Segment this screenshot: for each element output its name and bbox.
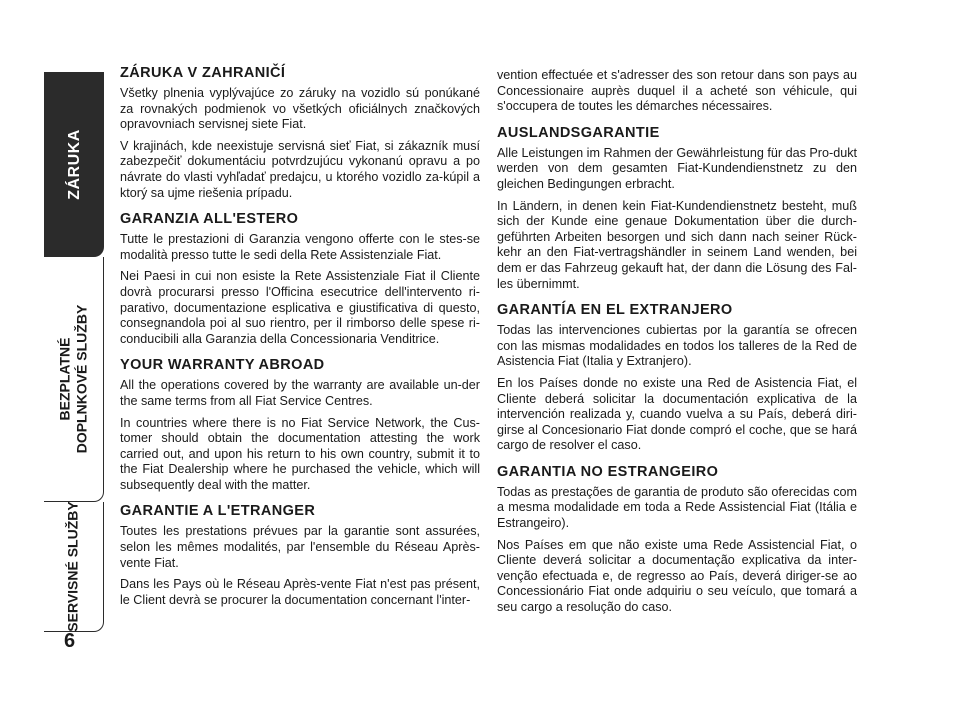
left-column: [120, 65, 480, 614]
paragraph-sk-2: V krajinách, kde neexistuje servisná sieť Fiat, si zákazník musí zabezpečiť dokumentáciu potvrdzujúcu vykonanú opravu a po návrate do vlasti vyhľadať predajcu, u ktorého vozidlo za-kúpil a ktorý sa ujme riešenia prípadu.: [120, 138, 480, 200]
tab-bezplatne-label: [57, 305, 91, 454]
tab-bezplatne-doplnkove-sluzby[interactable]: [44, 257, 104, 502]
tab-zaruka[interactable]: [44, 72, 104, 257]
heading-pt: GARANTIA NO ESTRANGEIRO: [497, 463, 719, 480]
paragraph-en-2: In countries where there is no Fiat Service Network, the Cus-tomer should obtain the documentation attesting the work carried out, and upon his return to his own country, submit it to the Fiat Dealership where he purchased the vehicle, which will subsequently deal with the matter.: [120, 415, 480, 492]
paragraph-de-1: Alle Leistungen im Rahmen der Gewährleistung für das Pro-dukt werden von dem gesamten Fiat-Kundendienstnetz zu den gleichen Bedingungen erbracht.: [497, 145, 857, 191]
tab-servisne-label: SERVISNÉ SLUŽBY: [65, 501, 81, 632]
tab-zaruka-label: ZÁRUKA: [65, 129, 83, 200]
paragraph-fr-2: Dans les Pays où le Réseau Après-vente Fiat n'est pas présent, le Client devrà se procurer la documentation concernant l'inter-: [120, 577, 480, 607]
page-number: 6: [64, 630, 76, 652]
tab-bezplatne-line1: BEZPLATNÉ: [56, 337, 73, 421]
paragraph-es-1: Todas las intervenciones cubiertas por la garantía se ofrecen con las mismas modalidades en todos los talleres de la Red de Asistencia Fiat (Italia y Extranjero).: [497, 323, 857, 369]
paragraph-fr-continued: vention effectuée et s'adresser des son retour dans son pays au Concessionaire auprès duquel il a acheté son véhicule, qui s'occupera de toutes les démarches nécessaires.: [497, 68, 857, 114]
heading-it: GARANZIA ALL'ESTERO: [120, 211, 299, 228]
heading-de: AUSLANDSGARANTIE: [497, 124, 660, 141]
paragraph-pt-2: Nos Países em que não existe uma Rede Assistencial Fiat, o Cliente deverá solicitar a documentação explicativa da inter-venção efectuada e, de regresso ao País, deverá diriger-se ao Concessionário Fiat onde adquiriu o seu veículo, que tomará a seu cargo a resolução do caso.: [497, 537, 857, 615]
heading-en: YOUR WARRANTY ABROAD: [120, 357, 325, 374]
paragraph-fr-1: Toutes les prestations prévues par la garantie sont assurées, selon les mêmes modalités, par l'ensemble du Réseau Après-vente Fiat.: [120, 524, 480, 570]
paragraph-pt-1: Todas as prestações de garantia de produto são oferecidas com a mesma modalidade em toda a Rede Assistencial Fiat (Itália e Estrangeiro).: [497, 484, 857, 531]
tab-servisne-sluzby[interactable]: [44, 502, 104, 632]
paragraph-es-2: En los Países donde no existe una Red de Asistencia Fiat, el Cliente deberá solicitar la documentación explicativa de la intervención realizada y, cuando vuelva a su País, deberá diri-girse al Concesionario Fiat donde compró el coche, que se hará cargo de resolver el caso.: [497, 375, 857, 453]
paragraph-en-1: All the operations covered by the warranty are available un-der the same terms from all Fiat Service Centres.: [120, 378, 480, 408]
chapter-tabs: [44, 72, 104, 632]
tab-bezplatne-line2: DOPLNKOVÉ SLUŽBY: [73, 304, 90, 454]
heading-es: GARANTÍA EN EL EXTRANJERO: [497, 302, 733, 319]
heading-fr: GARANTIE A L'ETRANGER: [120, 503, 316, 520]
paragraph-it-1: Tutte le prestazioni di Garanzia vengono offerte con le stes-se modalità presso tutte le sedi della Rete Assistenziale Fiat.: [120, 232, 480, 262]
right-column: [497, 68, 857, 622]
heading-sk: ZÁRUKA V ZAHRANIČÍ: [120, 65, 286, 81]
paragraph-it-2: Nei Paesi in cui non esiste la Rete Assistenziale Fiat il Cliente dovrà procurarsi presso l'Officina esecutrice dell'intervento ri-parativo, documentazione esplicativa e giustificativa di questo, consegnandola poi al suo rientro, per il rimborso delle spese ri-conducibili alla Garanzia della Concessionaria Venditrice.: [120, 269, 480, 346]
paragraph-sk-1: Všetky plnenia vyplývajúce zo záruky na vozidlo sú ponúkané za rovnakých podmienok vo všetkých oficiálnych značkových opravovniach servisnej siete Fiat.: [120, 86, 480, 132]
paragraph-de-2: In Ländern, in denen kein Fiat-Kundendienstnetz besteht, muß sich der Kunde eine genaue Dokumentation über die durch-geführten Arbeiten besorgen und sich dann nach seiner Rück-kehr an den Fiat-vertragshändler in seinem Land wenden, bei dem er das Fahrzeug gekauft hat, der dann die Lösung des Fal-les übernimmt.: [497, 198, 857, 291]
